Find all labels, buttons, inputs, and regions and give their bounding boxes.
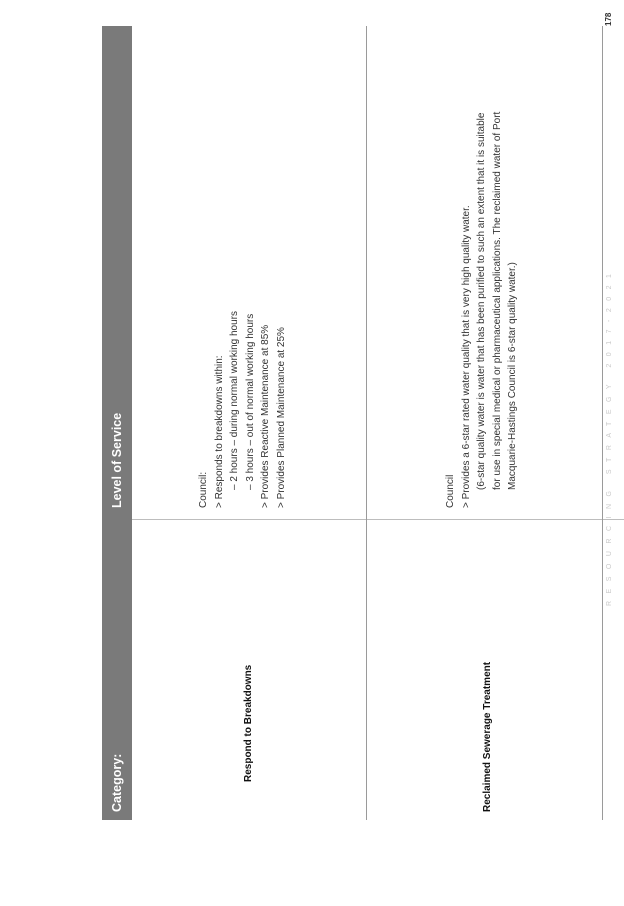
level-line: > Provides a 6-star rated water quality that is very high quality water. xyxy=(460,205,472,508)
level-line: > Provides Planned Maintenance at 25% xyxy=(275,327,287,508)
row-divider xyxy=(366,26,367,820)
header-category: Category: xyxy=(110,753,124,812)
column-divider xyxy=(132,519,624,520)
level-line: – 3 hours – out of normal working hours xyxy=(244,313,256,490)
row-category-respond: Respond to Breakdowns xyxy=(243,664,254,782)
level-line: Council xyxy=(445,474,456,508)
level-of-service-table xyxy=(102,26,624,820)
level-line: (6-star quality water is water that has been purified to such an extent that it is suitable xyxy=(476,112,487,490)
table-header xyxy=(102,26,132,820)
level-line: Council: xyxy=(198,471,209,508)
level-line: > Provides Reactive Maintenance at 85% xyxy=(260,324,271,508)
page-number: 178 xyxy=(604,12,613,26)
row-level-reclaimed xyxy=(443,112,521,508)
header-level-of-service: Level of Service xyxy=(110,412,124,508)
footer-title: RESOURCING STRATEGY 2017-2021 xyxy=(606,266,613,606)
row-level-respond xyxy=(196,311,289,508)
level-line: – 2 hours – during normal working hours xyxy=(229,311,240,490)
level-line: > Responds to breakdowns within: xyxy=(213,355,225,508)
row-category-reclaimed: Reclaimed Sewerage Treatment xyxy=(482,661,493,812)
level-line: for use in special medical or pharmaceutical applications. The reclaimed water of Port xyxy=(491,111,503,490)
level-line: Macquarie-Hastings Council is 6-star quality water.) xyxy=(507,262,518,490)
row-divider xyxy=(602,26,603,820)
